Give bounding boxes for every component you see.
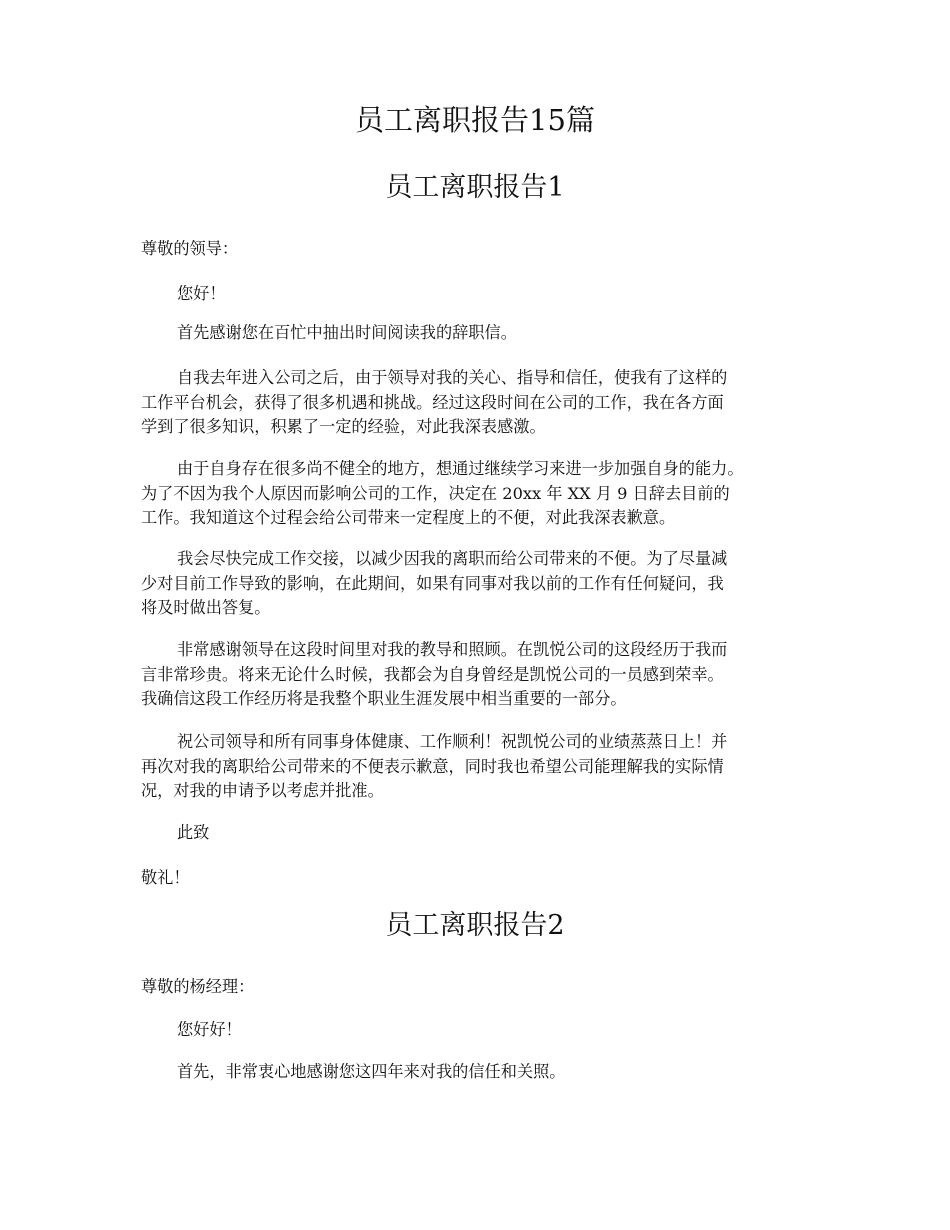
paragraph-line: 少对目前工作导致的影响，在此期间，如果有同事对我以前的工作有任何疑问，我 <box>141 573 724 593</box>
report-1-title: 员工离职报告1 <box>385 172 565 203</box>
report-1-closing-jingli: 敬礼！ <box>141 868 190 887</box>
paragraph-line: 祝公司领导和所有同事身体健康、工作顺利！祝凯悦公司的业绩蒸蒸日上！并 <box>177 732 728 751</box>
report-1-paragraph-6 <box>141 730 811 804</box>
paragraph-line: 学到了很多知识，积累了一定的经验，对此我深表感激。 <box>141 417 546 436</box>
paragraph-line: 况，对我的申请予以考虑并批准。 <box>141 781 384 800</box>
paragraph-line: 言非常珍贵。将来无论什么时候，我都会为自身曾经是凯悦公司的一员感到荣幸。 <box>141 664 724 684</box>
report-1-salutation: 尊敬的领导： <box>141 239 239 258</box>
paragraph-line: 自我去年进入公司之后，由于领导对我的关心、指导和信任，使我有了这样的 <box>177 368 728 387</box>
paragraph-line: 我确信这段工作经历将是我整个职业生涯发展中相当重要的一部分。 <box>141 689 627 708</box>
report-1-paragraph-4 <box>141 547 811 621</box>
paragraph-line: 工作。我知道这个过程会给公司带来一定程度上的不便，对此我深表歉意。 <box>141 508 676 527</box>
report-2-greeting: 您好好！ <box>177 1020 242 1039</box>
paragraph-line: 再次对我的离职给公司带来的不便表示歉意，同时我也希望公司能理解我的实际情 <box>141 756 724 776</box>
report-1-closing-zhici: 此致 <box>177 823 210 842</box>
paragraph-line: 工作平台机会，获得了很多机遇和挑战。经过这段时间在公司的工作，我在各方面 <box>141 392 724 412</box>
report-1-paragraph-3 <box>141 457 811 531</box>
paragraph-line: 非常感谢领导在这段时间里对我的教导和照顾。在凯悦公司的这段经历于我而 <box>177 640 728 659</box>
report-1-paragraph-1: 首先感谢您在百忙中抽出时间阅读我的辞职信。 <box>177 323 517 342</box>
report-2-salutation: 尊敬的杨经理： <box>141 977 255 996</box>
paragraph-line: 为了不因为我个人原因而影响公司的工作，决定在 20xx 年 XX 月 9 日辞去目前的 <box>141 483 730 503</box>
report-1-paragraph-5 <box>141 638 811 712</box>
report-1-greeting: 您好！ <box>177 284 226 303</box>
paragraph-line: 我会尽快完成工作交接，以减少因我的离职而给公司带来的不便。为了尽量减 <box>177 549 728 568</box>
paragraph-line: 将及时做出答复。 <box>141 598 271 617</box>
report-2-title: 员工离职报告2 <box>385 910 565 941</box>
paragraph-line: 由于自身存在很多尚不健全的地方，想通过继续学习来进一步加强自身的能力。 <box>177 459 744 478</box>
report-2-paragraph-1: 首先，非常衷心地感谢您这四年来对我的信任和关照。 <box>177 1062 566 1081</box>
document-title: 员工离职报告15篇 <box>355 103 595 137</box>
report-1-paragraph-2 <box>141 366 811 440</box>
